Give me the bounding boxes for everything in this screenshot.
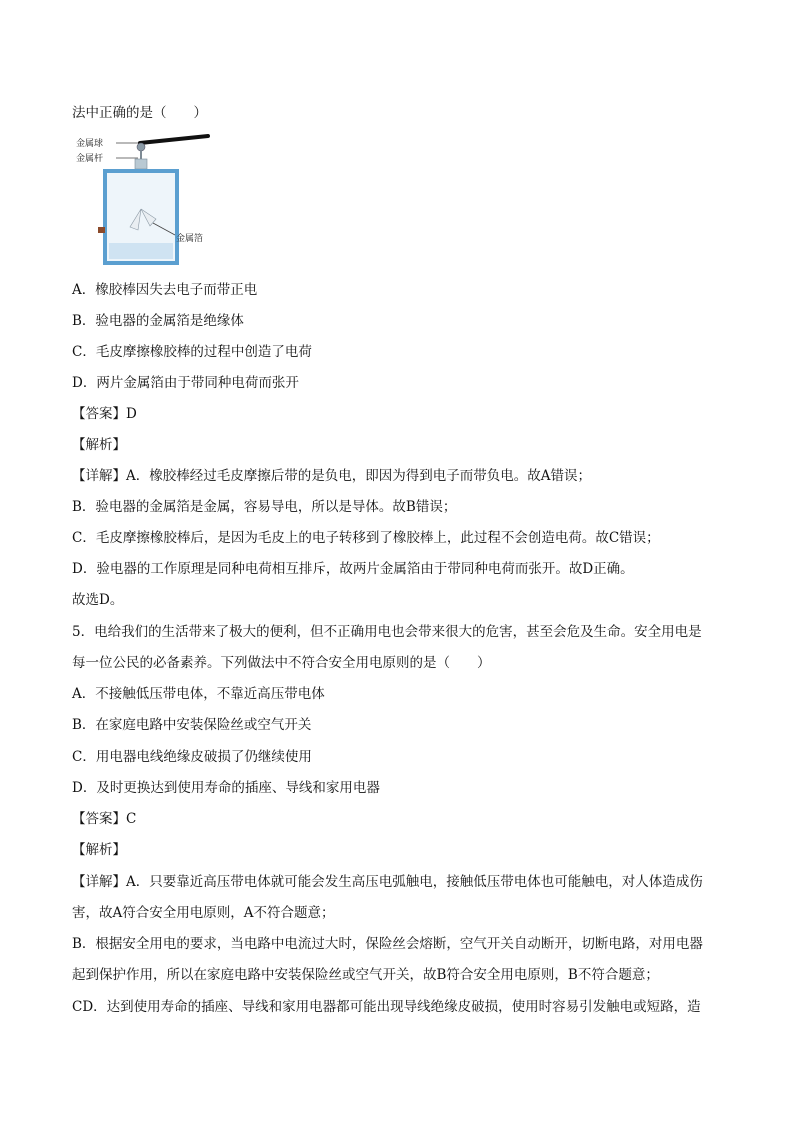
answer: 【答案】C — [72, 811, 137, 827]
label-metal-foil: 金属箔 — [176, 234, 204, 244]
option-a: A．橡胶棒因失去电子而带正电 — [72, 282, 258, 298]
option-a: A．不接触低压带电体，不靠近高压带电体 — [72, 686, 325, 702]
detail-line: C．毛皮摩擦橡胶棒后，是因为毛皮上的电子转移到了橡胶棒上，此过程不会创造电荷。故C错误； — [72, 530, 660, 546]
answer: 【答案】D — [72, 406, 137, 422]
detail-line: 起到保护作用，所以在家庭电路中安装保险丝或空气开关，故B符合安全用电原则，B不符合题意； — [72, 967, 659, 983]
detail-line: 【详解】A．橡胶棒经过毛皮摩擦后带的是负电，即因为得到电子而带负电。故A错误； — [72, 468, 591, 484]
option-c: C．毛皮摩擦橡胶棒的过程中创造了电荷 — [72, 344, 312, 360]
detail-line: D．验电器的工作原理是同种电荷相互排斥，故两片金属箔由于带同种电荷而张开。故D正确。 — [72, 561, 634, 577]
option-b: B．在家庭电路中安装保险丝或空气开关 — [72, 717, 312, 733]
conclusion: 故选D。 — [72, 592, 124, 608]
detail-line: B．根据安全用电的要求，当电路中电流过大时，保险丝会熔断，空气开关自动断开，切断电路，对用电器 — [72, 936, 703, 952]
line-1: 法中正确的是（ ） — [72, 105, 207, 121]
option-b: B．验电器的金属箔是绝缘体 — [72, 313, 244, 329]
detail-line: CD．达到使用寿命的插座、导线和家用电器都可能出现导线绝缘皮破损，使用时容易引发触电或短路，造 — [72, 999, 701, 1015]
detail-line: 【详解】A．只要靠近高压带电体就可能会发生高压电弧触电，接触低压带电体也可能触电，对人体造成伤 — [72, 874, 703, 890]
detail-line: B．验电器的金属箔是金属，容易导电，所以是导体。故B错误； — [72, 499, 457, 515]
label-metal-rod: 金属杆 — [76, 154, 104, 164]
question-5: 5．电给我们的生活带来了极大的便利，但不正确用电也会带来很大的危害，甚至会危及生命。安全用电是 — [72, 624, 702, 640]
analysis-heading: 【解析】 — [72, 842, 126, 858]
option-c: C．用电器电线绝缘皮破损了仍继续使用 — [72, 749, 312, 765]
electroscope-figure — [74, 131, 214, 266]
question-5-cont: 每一位公民的必备素养。下列做法中不符合安全用电原则的是（ ） — [72, 655, 491, 671]
detail-line: 害，故A符合安全用电原则，A不符合题意； — [72, 905, 335, 921]
option-d: D．两片金属箔由于带同种电荷而张开 — [72, 375, 299, 391]
option-d: D．及时更换达到使用寿命的插座、导线和家用电器 — [72, 780, 380, 796]
label-metal-ball: 金属球 — [76, 139, 104, 149]
analysis-heading: 【解析】 — [72, 437, 126, 453]
